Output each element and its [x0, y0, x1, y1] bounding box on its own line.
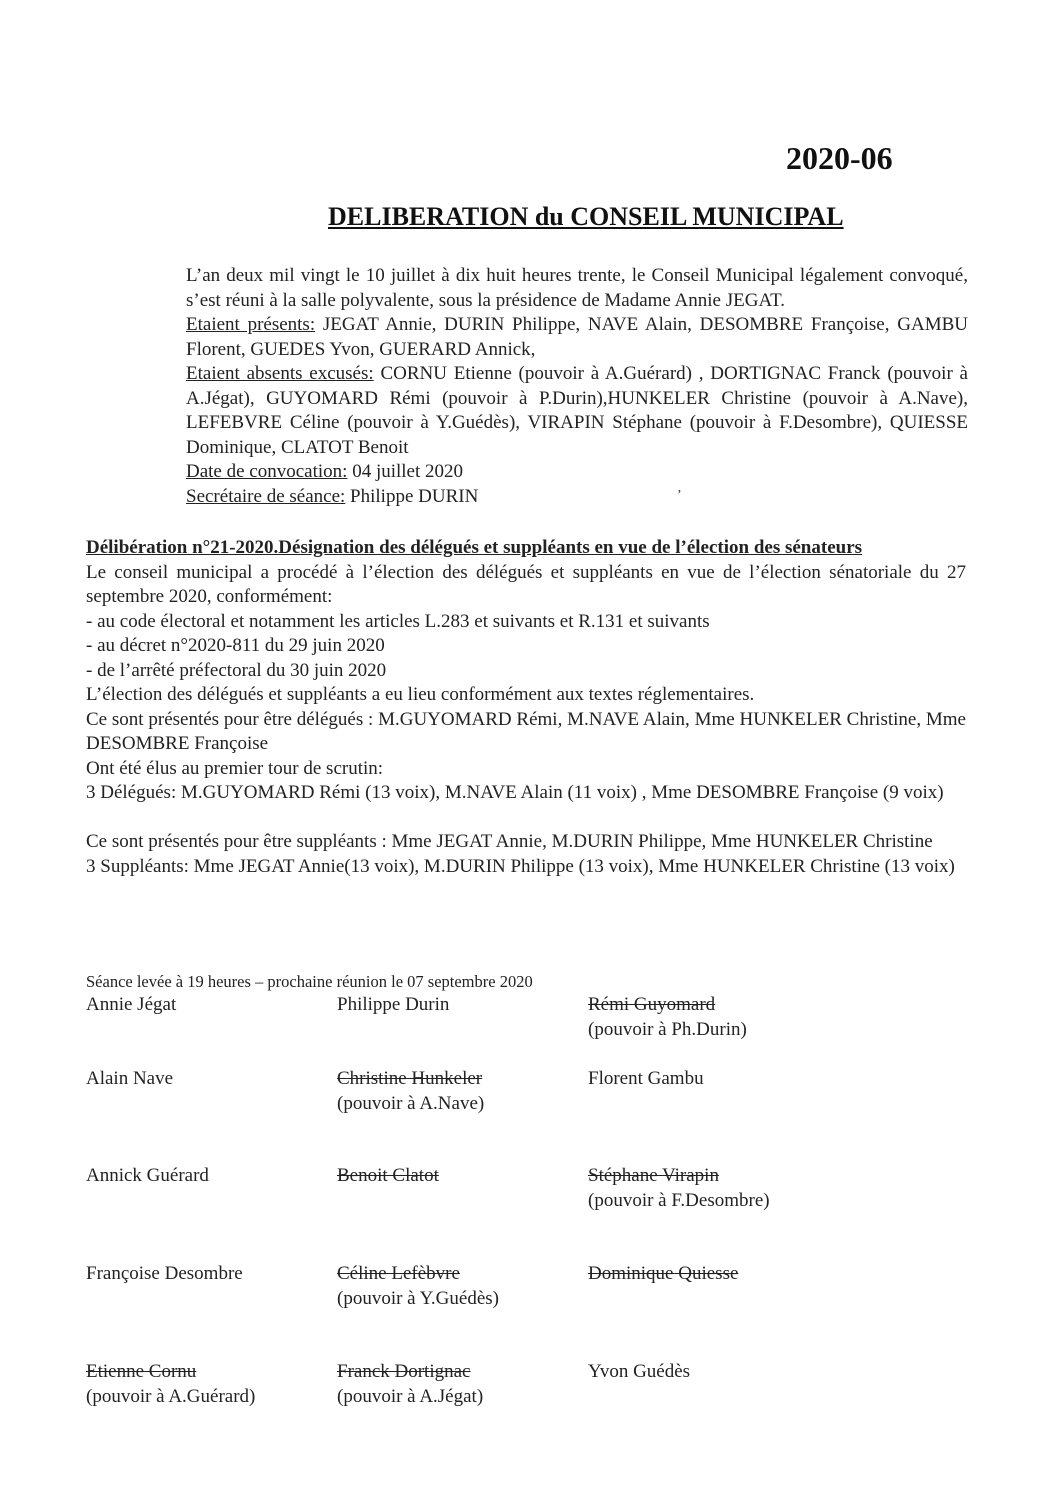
- deliberation-line: Ce sont présentés pour être délégués : M.GUYOMARD Rémi, M.NAVE Alain, Mme HUNKELER Christine, Mme DESOMBRE Françoise: [86, 708, 966, 754]
- signature-block: [86, 1262, 243, 1287]
- intro-paragraph: L’an deux mil vingt le 10 juillet à dix huit heures trente, le Conseil Municipal légalement convoqué, s’est réuni à la salle polyvalente, sous la présidence de Madame Annie JEGAT.: [186, 265, 968, 311]
- signature-block: [86, 993, 176, 1018]
- proxy-note: (pouvoir à A.Guérard): [86, 1385, 256, 1407]
- present-line: [186, 313, 968, 362]
- convocation-label: Date de convocation:: [186, 461, 348, 482]
- proxy-note: (pouvoir à A.Nave): [337, 1092, 485, 1114]
- deliberation-section: [86, 536, 966, 879]
- signatory-name: Annick Guérard: [86, 1165, 209, 1186]
- signatory-name: Alain Nave: [86, 1068, 174, 1089]
- deliberation-line: Ce sont présentés pour être suppléants : Mme JEGAT Annie, M.DURIN Philippe, Mme HUNKELER Christine: [86, 831, 933, 852]
- signature-block: [588, 993, 747, 1042]
- signature-block: [337, 1164, 439, 1189]
- signatory-name: Philippe Durin: [337, 994, 450, 1015]
- signatory-name-struck: Rémi Guyomard: [588, 994, 716, 1015]
- signatory-name-struck: Etienne Cornu: [86, 1361, 197, 1382]
- intro-section: [186, 264, 968, 509]
- signature-block: [588, 1067, 704, 1092]
- proxy-note: (pouvoir à Y.Guédès): [337, 1287, 499, 1309]
- present-value: JEGAT Annie, DURIN Philippe, NAVE Alain, DESOMBRE Françoise, GAMBU Florent, GUEDES Yvon, GUERARD Annick,: [186, 314, 968, 360]
- signatory-name: Annie Jégat: [86, 994, 177, 1015]
- closing-line: Séance levée à 19 heures – prochaine réunion le 07 septembre 2020: [86, 972, 533, 991]
- stray-mark: ’: [677, 488, 682, 503]
- spacer: [86, 806, 966, 831]
- present-label: Etaient présents:: [186, 314, 316, 335]
- signatory-name: Florent Gambu: [588, 1068, 704, 1089]
- deliberation-item: - de l’arrêté préfectoral du 30 juin 2020: [86, 659, 387, 681]
- absent-line: [186, 362, 968, 460]
- signatory-name: Françoise Desombre: [86, 1263, 243, 1284]
- proxy-note: (pouvoir à A.Jégat): [337, 1385, 484, 1407]
- signature-block: [86, 1164, 209, 1189]
- secretary-label: Secrétaire de séance:: [186, 485, 346, 507]
- convocation-line: [186, 460, 968, 485]
- convocation-value: 04 juillet 2020: [347, 461, 464, 482]
- absent-value: CORNU Etienne (pouvoir à A.Guérard) , DORTIGNAC Franck (pouvoir à A.Jégat), GUYOMARD Rémi (pouvoir à P.Durin),HUNKELER Christine (pouvoir à A.Nave), LEFEBVRE Céline (pouvoir à Y.Guédès), VIRAPIN Stéphane (pouvoir à F.Desombre), QUIESSE Dominique, CLATOT Benoit: [186, 363, 968, 458]
- deliberation-line: Le conseil municipal a procédé à l’élection des délégués et suppléants en vue de l’élection sénatoriale du 27 septembre 2020, conformément:: [86, 561, 966, 607]
- signature-block: [337, 1067, 484, 1116]
- deliberation-line: Ont été élus au premier tour de scrutin:: [86, 757, 384, 779]
- secretary-value: Philippe DURIN: [345, 485, 479, 507]
- signature-block: [588, 1360, 690, 1385]
- signature-block: [588, 1262, 738, 1287]
- signature-block: [337, 993, 449, 1018]
- deliberation-item: - au décret n°2020-811 du 29 juin 2020: [86, 635, 385, 656]
- signature-block: [86, 1067, 173, 1092]
- secretary-line: [186, 485, 968, 510]
- proxy-note: (pouvoir à F.Desombre): [588, 1189, 770, 1211]
- signature-block: [337, 1360, 483, 1409]
- signatory-name-struck: Benoit Clatot: [337, 1165, 439, 1186]
- proxy-note: (pouvoir à Ph.Durin): [588, 1018, 747, 1040]
- signatory-name-struck: Christine Hunkeler: [337, 1068, 483, 1089]
- signatory-name: Yvon Guédès: [588, 1361, 691, 1382]
- signature-block: [588, 1164, 770, 1213]
- signature-block: [337, 1262, 499, 1311]
- deliberation-line: L’élection des délégués et suppléants a eu lieu conformément aux textes réglementaires.: [86, 684, 755, 705]
- document-title: DELIBERATION du CONSEIL MUNICIPAL: [328, 202, 844, 231]
- document-number: 2020-06: [786, 140, 893, 176]
- deliberation-line: 3 Suppléants: Mme JEGAT Annie(13 voix), M.DURIN Philippe (13 voix), Mme HUNKELER Christine (13 voix): [86, 855, 955, 877]
- deliberation-item: - au code électoral et notamment les articles L.283 et suivants et R.131 et suivants: [86, 610, 710, 632]
- signatory-name-struck: Stéphane Virapin: [588, 1165, 719, 1186]
- absent-label: Etaient absents excusés:: [186, 363, 374, 384]
- signatory-name-struck: Céline Lefèbvre: [337, 1263, 460, 1284]
- deliberation-line: 3 Délégués: M.GUYOMARD Rémi (13 voix), M.NAVE Alain (11 voix) , Mme DESOMBRE Françoise (9 voix): [86, 782, 944, 803]
- signatory-name-struck: Franck Dortignac: [337, 1361, 471, 1382]
- signatory-name-struck: Dominique Quiesse: [588, 1263, 739, 1284]
- deliberation-title: Délibération n°21-2020.Désignation des délégués et suppléants en vue de l’élection des sénateurs: [86, 537, 863, 558]
- signature-block: [86, 1360, 255, 1409]
